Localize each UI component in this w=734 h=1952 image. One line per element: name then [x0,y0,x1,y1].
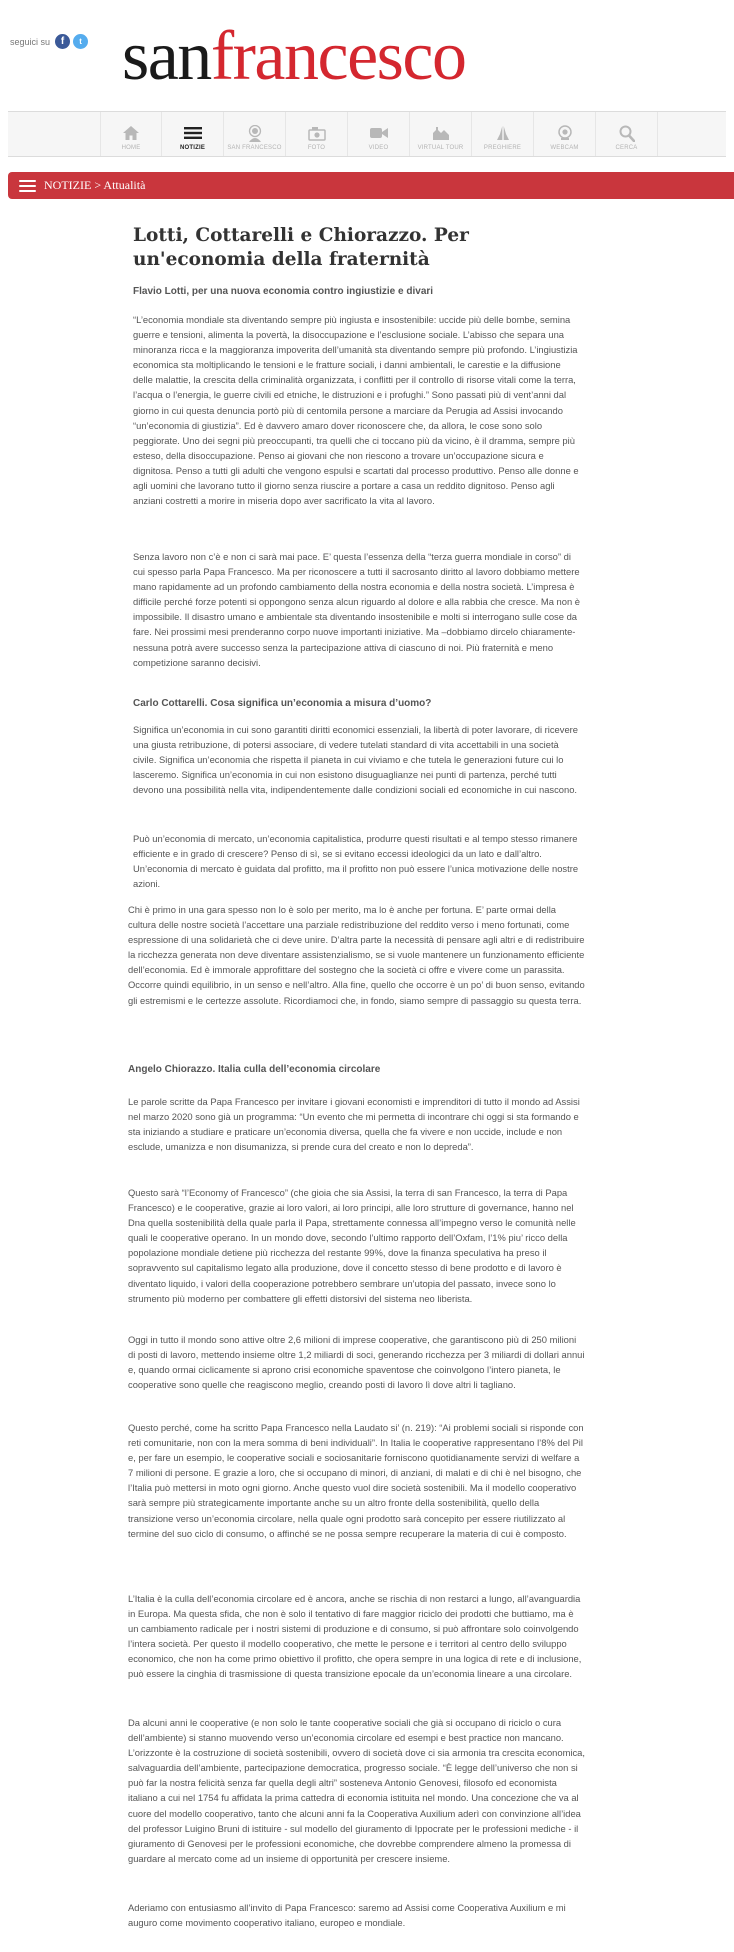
nav-item-video[interactable] [348,112,410,156]
article-paragraph: Da alcuni anni le cooperative (e non solo le tante cooperative sociali che già si occupano di riciclo o cura dell’ambiente) si stanno muovendo verso un’economia circolare ed esempi e best practice non mancano. L’orizzonte è la costruzione di società sostenibili, ovvero di società dove ci sia armonia tra crescita economica, salvaguardia dell’ambiente, partecipazione democratica, progresso sociale. “È legge dell’universo che non si può far la nostra felicità senza far quella degli altri” sosteneva Antonio Genovesi, filosofo ed economista italiano a cui nel 1754 fu affidata la prima cattedra di economia istituita nel mondo. Una concezione che va al cuore del modello cooperativo, tanto che alcuni anni fa la Cooperativa Auxilium aderì con convinzione all’idea del professor Luigino Bruni di istituire - sul modello del giuramento di Ippocrate per le professioni mediche - il giuramento di Genovesi per le professioni economiche, che dovrebbe comprendere almeno la promessa di guardare al mercato come ad un insieme di opportunità per crescere insieme. [128,1717,585,1864]
logo-part-san: san [122,18,211,95]
breadcrumb[interactable]: NOTIZIE > Attualità [44,178,146,192]
nav-label-home: HOME [121,145,141,151]
article-paragraph: Aderiamo con entusiasmo all’invito di Papa Francesco: saremo ad Assisi come Cooperativa Auxilium e mi auguro come movimento cooperativo italiano, europeo e mondiale. [128,1902,566,1929]
article-title: Lotti, Cottarelli e Chiorazzo. Per un'economia della fraternità [133,225,469,270]
nav-label-foto: FOTO [307,145,326,151]
section-heading-lotti: Flavio Lotti, per una nuova economia contro ingiustizie e divari [133,286,434,297]
article-paragraph: Le parole scritte da Papa Francesco per invitare i giovani economisti e imprenditori di tutto il mondo ad Assisi nel marzo 2020 sono già un programma: “Un evento che mi permetta di incontrare chi oggi si sta formando e sta iniziando a studiare e praticare un’economia diversa, quella che fa vivere e non uccide, include e non esclude, umanizza e non disumanizza, si prende cura del creato e non lo depreda”. [128,1096,580,1153]
saint-icon [246,125,264,141]
logo-part-francesco: francesco [210,18,466,95]
article-paragraph: Può un’economia di mercato, un’economia capitalistica, produrre questi risultati e al tempo stesso rimanere efficiente e in grado di crescere? Penso di sì, se si evitano eccessi ideologici da un lato e dall’altro. Un’economia di mercato è guidata dal profitto, ma il profitto non può essere l’unica motivazione delle nostre azioni. [133,833,579,890]
nav-label-preghiere: PREGHIERE [483,145,522,151]
article-paragraph: Chi è primo in una gara spesso non lo è solo per merito, ma lo è anche per fortuna. E’ parte ormai della cultura delle nostre società l’accettare una parziale redistribuzione del reddito verso i meno fortunati, come espressione di una solidarietà che ci deve unire. D’altra parte la necessità di pensare agli altri e di redistribuire la ricchezza generata non deve diventare assistenzialismo, se si vuole mantenere un funzionamento efficiente dell’economia. Ed è immorale approfittare del sostegno che la società ci offre e vivere come un parassita. Occorre quindi equilibrio, in un senso e nell’altro. Alla fine, quello che occorre è un po’ di buon senso, evitando gli estremismi e le certezze assolute. Ricordiamoci che, in fondo, siamo sempre di passaggio su questa terra. [128,904,585,1006]
follow-label: seguici su [10,36,51,47]
breadcrumb-bar [8,172,734,199]
nav-item-notizie[interactable] [162,112,224,156]
article-paragraph: L’Italia è la culla dell’economia circolare ed è ancora, anche se rischia di non restarci a lungo, all’avanguardia in Europa. Ma questa sfida, che non è solo il tentativo di fare maggior riciclo dei prodotti che buttiamo, ma è un cambiamento radicale per i nostri sistemi di produzione e di consumo, si può affrontare solo coinvolgendo l’intera società. Per questo il modello cooperativo, che mette le persone e i territori al centro dello sviluppo economico, che non ha come primo obiettivo il profitto, che opera sempre in una logica di rete e di inclusione, può essere la cinghia di trasmissione di questa transizione epocale da un’economia lineare a una circolare. [128,1593,582,1680]
video-icon [370,125,388,141]
virtual-tour-icon [432,125,450,141]
photo-icon [308,125,326,141]
section-heading-chiorazzo: Angelo Chiorazzo. Italia culla dell’economia circolare [128,1064,381,1075]
nav-label-cerca: CERCA [615,145,638,151]
social-links [10,34,91,49]
search-icon [618,125,636,141]
nav-item-preghiere[interactable] [472,112,534,156]
article-paragraph: Significa un’economia in cui sono garantiti diritti economici essenziali, la libertà di poter lavorare, di ricevere una giusta retribuzione, di potersi associare, di vedere tutelati standard di vita accettabili in una società civile. Significa un’economia che rispetta il pianeta in cui viviamo e che tutela le generazioni future cui lo lasceremo. Significa un’economia in cui non esistono disuguaglianze nei punti di partenza, perché tutti devono una possibilità nella vita, indipendentemente dalle condizioni sociali ed economiche in cui nascono. [133,724,579,796]
article-paragraph: Oggi in tutto il mondo sono attive oltre 2,6 milioni di imprese cooperative, che garantiscono più di 250 milioni di posti di lavoro, mettendo insieme oltre 1,2 miliardi di soci, generando ricchezza per 3 miliardi di dollari annui e, quando ormai ciclicamente si aprono crisi economiche spaventose che coinvolgono l’intero pianeta, le cooperative sono quelle che reagiscono meglio, creando posti di lavoro lì dove altri li tagliano. [128,1334,585,1391]
main-navigation [8,111,726,157]
article-paragraph: Senza lavoro non c’è e non ci sarà mai pace. E’ questa l’essenza della “terza guerra mondiale in corso” di cui spesso parla Papa Francesco. Ma per riconoscere a tutti il sacrosanto diritto al lavoro dobbiamo mettere mano rapidamente ad un profondo cambiamento della nostra economia e della nostra società. L’impresa è difficile perché forze potenti si oppongono senza alcun riguardo al dolore e alla rabbia che cresce. Ma non è impossibile. Il disastro umano e ambientale sta diventando insostenibile e molti si interrogano sulle cose da fare. Nei prossimi mesi prenderanno corpo nuove importanti iniziative. Ma –dobbiamo dircelo chiaramente- nessuna potrà avere successo senza la partecipazione attiva di ciascuno di noi. Più fraternità e meno competizione saranno decisivi. [133,551,580,668]
nav-item-foto[interactable] [286,112,348,156]
section-heading-cottarelli: Carlo Cottarelli. Cosa significa un’economia a misura d’uomo? [133,698,432,709]
nav-label-san-francesco: SAN FRANCESCO [227,145,282,151]
nav-item-cerca[interactable] [596,112,658,156]
menu-icon [184,125,202,141]
twitter-icon[interactable]: t [73,34,88,49]
facebook-icon[interactable]: f [55,34,70,49]
prayer-icon [494,125,512,141]
nav-label-notizie: NOTIZIE [179,145,206,151]
nav-item-san-francesco[interactable] [224,112,286,156]
article-paragraph: “L’economia mondiale sta diventando sempre più ingiusta e insostenibile: uccide più delle bombe, semina guerre e tensioni, alimenta la povertà, la disoccupazione e l’esclusione sociale. L’abisso che separa una minoranza ricca e la maggioranza impoverita dell’umanità sta diventando sempre più profondo. L’ingiustizia economica sta moltiplicando le tensioni e le fratture sociali, i danni ambientali, le carestie e la diffusione delle malattie, la crescita della criminalità organizzata, i conflitti per il controllo di risorse vitali come la terra, l’acqua o l’energia, le guerre civili ed etniche, le distruzioni e i profughi.” Sono passati più di vent’anni dal giorno in cui questa denuncia portò più di centomila persone a marciare da Perugia ad Assisi invocando “un’economia di giustizia”. Ed è davvero amaro dover riconoscere che, da allora, le cose sono solo peggiorate. Uno dei segni più preoccupanti, tra quelli che ci toccano più da vicino, è il dramma, sempre più esteso, della disoccupazione. Penso ai giovani che non riescono a trovare un’occupazione sicura e dignitosa. Penso a tutti gli adulti che vengono espulsi e scartati dal processo produttivo. Penso alle donne e agli uomini che lavorano tutto il giorno senza riuscire a portare a casa un reddito dignitoso. Penso agli anziani costretti a morire in miseria dopo aver sacrificato la vita al lavoro. [133,314,579,507]
nav-label-virtual-tour: VIRTUAL TOUR [417,145,464,151]
nav-item-home[interactable] [100,112,162,156]
nav-item-virtual-tour[interactable] [410,112,472,156]
site-logo[interactable] [122,18,466,95]
nav-item-webcam[interactable] [534,112,596,156]
hamburger-menu-icon[interactable] [19,180,36,192]
article-paragraph: Questo perché, come ha scritto Papa Francesco nella Laudato si’ (n. 219): “Ai problemi sociali si risponde con reti comunitarie, non con la mera somma di beni individuali”. In Italia le cooperative rappresentano l’8% del Pil e, per fare un esempio, le cooperative sociali e sociosanitarie forniscono quotidianamente servizi di welfare a 7 milioni di persone. E grazie a loro, che si occupano di minori, di anziani, di malati e di chi è nel bisogno, che l’Italia può mettersi in moto ogni giorno. Anche questo vuol dire società sostenibili. Ma il modello cooperativo sarà sempre più strategicamente importante anche su un altro fronte della sostenibilità, quello della transizione verso un’economia circolare, nella quale ogni prodotto sarà concepito per essere riutilizzato al termine del suo ciclo di consumo, o affinché se ne possa sempre recuperare la materia di cui è composto. [128,1422,584,1539]
nav-label-webcam: WEBCAM [550,145,579,151]
home-icon [122,125,140,141]
article-paragraph: Questo sarà “l’Economy of Francesco” (che gioia che sia Assisi, la terra di san Francesco, la terra di Papa Francesco) e le cooperative, grazie ai loro valori, ai loro principi, alle loro strutture di governance, hanno nel Dna quella sostenibilità della quale parla il Papa, strettamente connessa all’impegno verso le comunità nelle quali le cooperative operano. In un mondo dove, secondo l’ultimo rapporto dell’Oxfam, l’1% piu’ ricco della popolazione mondiale detiene più ricchezza del restante 99%, dove la finanza speculativa ha preso il sopravvento sul capitalismo legato alla produzione, dove il concetto stesso di bene prodotto e di lavoro è diventato liquido, i valori della cooperazione potrebbero sembrare un’utopia del passato, invece sono lo strumento più moderno per combattere gli effetti distorsivi del sistema neo liberista. [128,1187,576,1304]
nav-label-video: VIDEO [368,145,389,151]
webcam-icon [556,125,574,141]
